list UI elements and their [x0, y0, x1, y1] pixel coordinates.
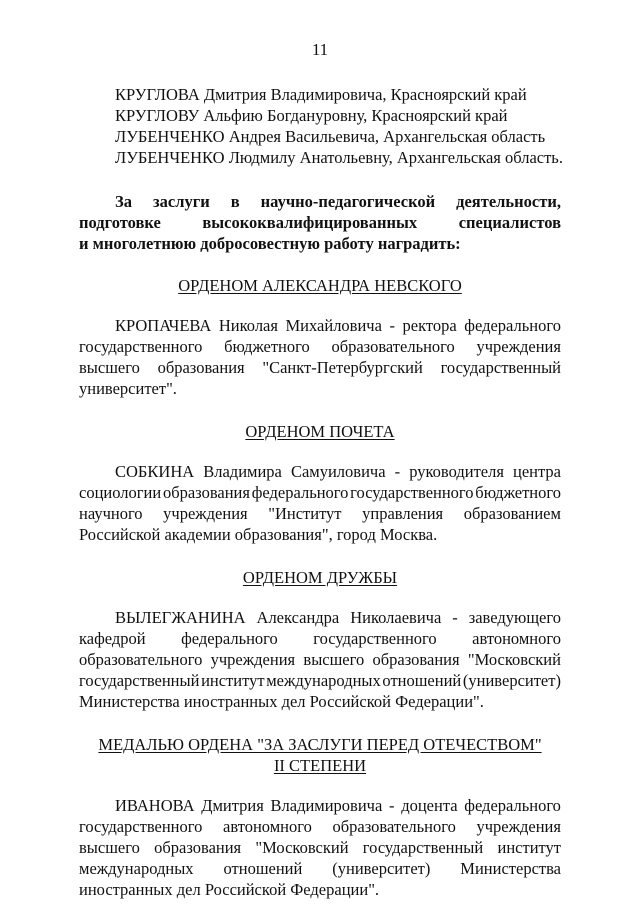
word: Николая [218, 316, 278, 335]
award-paragraph-kropachev [79, 315, 561, 399]
section-heading-line: МЕДАЛЬЮ ОРДЕНА "ЗА ЗАСЛУГИ ПЕРЕД ОТЕЧЕСТВОМ" [98, 735, 542, 754]
word: Михайловича [285, 316, 382, 335]
justified-line [79, 482, 561, 503]
word: КРОПАЧЕВА [115, 316, 212, 335]
word: высшего [303, 650, 365, 669]
word: Александра [256, 608, 340, 627]
word: учреждения [163, 504, 248, 523]
word: государственного [313, 629, 437, 648]
justified-line [79, 357, 561, 378]
award-paragraph-ivanov [79, 795, 561, 900]
section-heading-pocheta: ОРДЕНОМ ПОЧЕТА [245, 422, 395, 441]
paragraph-line: и многолетнюю добросовестную работу наградить: [79, 234, 461, 253]
justified-line [79, 607, 561, 628]
justified-line [79, 816, 561, 837]
word: - [389, 796, 395, 815]
word: научного [79, 504, 143, 523]
word: учреждения [210, 650, 296, 669]
word: образования [154, 838, 242, 857]
word: "Московский [467, 650, 561, 669]
justified-line [79, 795, 561, 816]
word: Николаевича [350, 608, 442, 627]
word: государственный [440, 358, 561, 377]
paragraph-line: иностранных дел Российской Федерации". [79, 880, 380, 899]
awardee-line: ЛУБЕНЧЕНКО Андрея Васильевича, Архангельская область [115, 127, 546, 146]
paragraph-line: университет". [79, 379, 177, 398]
word: отношений [223, 859, 303, 878]
section-heading-line: II СТЕПЕНИ [273, 756, 367, 775]
word: Министерства [460, 859, 561, 878]
word: Владимировича [270, 796, 383, 815]
paragraph-line: Министерства иностранных дел Российской Федерации". [79, 692, 484, 711]
word: высококвалифицированных [202, 213, 418, 232]
word: (университет) [332, 859, 431, 878]
word: учреждения [476, 337, 561, 356]
word: кафедрой [79, 629, 146, 648]
word: социологии [79, 483, 162, 502]
justified-line [79, 628, 561, 649]
word: образовательного [79, 650, 203, 669]
word: научно-педагогической [260, 192, 436, 211]
justified-line [79, 191, 561, 212]
justified-line [79, 461, 561, 482]
word: автономного [472, 629, 561, 648]
word: высшего [79, 358, 140, 377]
word: международных [79, 859, 194, 878]
word: институт [201, 671, 265, 690]
word: образования [157, 358, 245, 377]
page-number: 11 [311, 40, 329, 59]
word: государственного [79, 817, 203, 836]
justified-line [79, 212, 561, 233]
word: управления [362, 504, 444, 523]
word: специалистов [458, 213, 561, 232]
word: автономного [223, 817, 312, 836]
awardee-line: КРУГЛОВА Дмитрия Владимировича, Красноярский край [115, 85, 527, 104]
word: ВЫЛЕГЖАНИНА [115, 608, 246, 627]
award-paragraph-sobkin [79, 461, 561, 545]
word: образовательного [332, 817, 456, 836]
word: - [452, 608, 458, 627]
section-heading-nevsky: ОРДЕНОМ АЛЕКСАНДРА НЕВСКОГО [178, 276, 462, 295]
word: отношений [382, 671, 462, 690]
award-intro-paragraph [79, 191, 561, 254]
word: международных [266, 671, 381, 690]
word: учреждения [476, 817, 561, 836]
word: руководителя [409, 462, 504, 481]
awardee-line: ЛУБЕНЧЕНКО Людмилу Анатольевну, Архангельская область. [115, 148, 563, 167]
word: заслуги [152, 192, 210, 211]
paragraph-line: Российской академии образования", город Москва. [79, 525, 438, 544]
word: Дмитрия [201, 796, 264, 815]
awardee-list [79, 84, 561, 168]
justified-line [79, 315, 561, 336]
word: - [389, 316, 395, 335]
word: деятельности, [456, 192, 561, 211]
word: государственный [362, 838, 484, 857]
justified-line [79, 837, 561, 858]
award-paragraph-vylegzhanin [79, 607, 561, 712]
word: подготовке [79, 213, 161, 232]
word: центра [513, 462, 561, 481]
section-heading-druzhby: ОРДЕНОМ ДРУЖБЫ [242, 568, 398, 587]
word: Самуиловича [290, 462, 386, 481]
word: бюджетного [475, 483, 561, 502]
word: ИВАНОВА [115, 796, 195, 815]
word: в [230, 192, 240, 211]
word: "Санкт-Петербургский [262, 358, 423, 377]
word: бюджетного [224, 337, 310, 356]
word: федерального [464, 316, 561, 335]
word: - [394, 462, 401, 481]
word: федерального [181, 629, 278, 648]
word: Владимира [203, 462, 282, 481]
word: государственный [79, 671, 200, 690]
section-heading-medal [79, 734, 561, 776]
word: образовательного [331, 337, 455, 356]
word: (университет) [462, 671, 561, 690]
word: заведующего [468, 608, 561, 627]
word: ректора [402, 316, 457, 335]
justified-line [79, 336, 561, 357]
word: образованием [463, 504, 561, 523]
justified-line [79, 649, 561, 670]
word: СОБКИНА [115, 462, 195, 481]
word: доцента [401, 796, 458, 815]
word: "Институт [268, 504, 342, 523]
word: За [115, 192, 132, 211]
awardee-line: КРУГЛОВУ Альфию Богдануровну, Красноярский край [115, 106, 508, 125]
document-body [79, 84, 561, 900]
word: высшего [79, 838, 140, 857]
word: федерального [464, 796, 561, 815]
justified-line [79, 858, 561, 879]
word: федерального [251, 483, 349, 502]
word: образования [372, 650, 460, 669]
word: государственного [79, 337, 203, 356]
word: образования [162, 483, 250, 502]
justified-line [79, 670, 561, 691]
justified-line [79, 503, 561, 524]
word: "Московский [255, 838, 349, 857]
word: государственного [350, 483, 474, 502]
word: институт [497, 838, 561, 857]
